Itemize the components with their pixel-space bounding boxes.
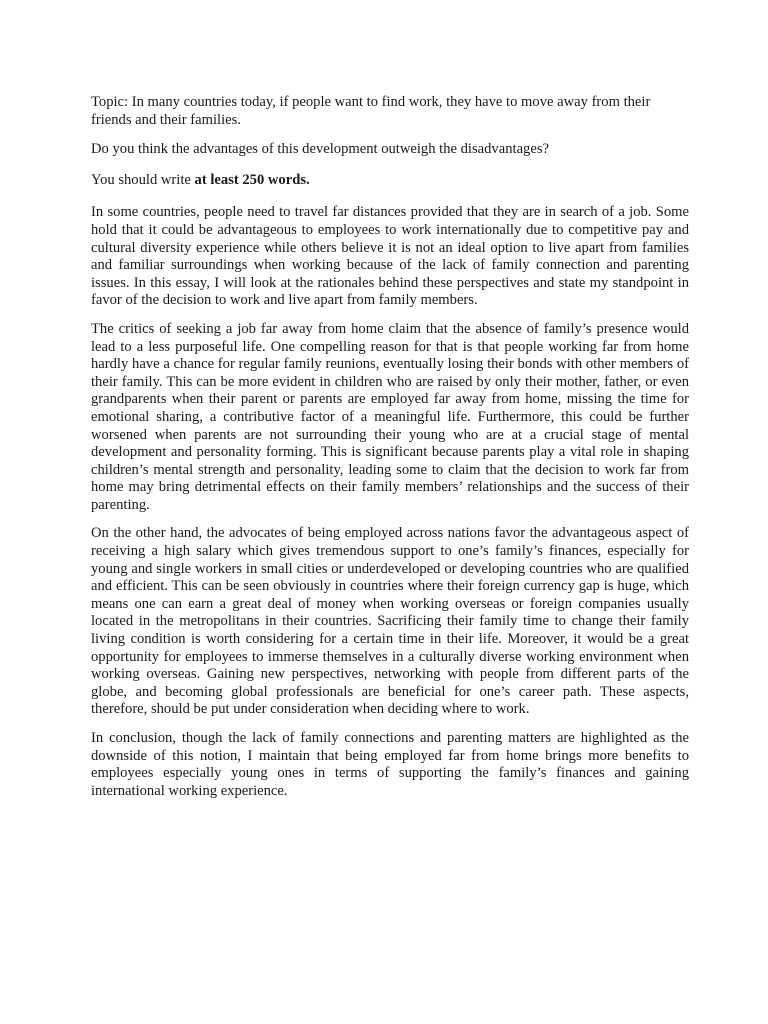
instruction-prefix: You should write <box>91 171 195 188</box>
essay-question: Do you think the advantages of this development outweigh the disadvantages? <box>91 141 549 158</box>
essay-paragraph-advantages: On the other hand, the advocates of being employed across nations favor the advantageous aspect of receiving a high salary which gives tremendous support to one’s family’s finances, especially for young and single workers in small cities or underdeveloped or developing countries who are qualified and efficient. This can be seen obviously in countries where their foreign currency gap is huge, which means one can earn a great deal of money when working overseas or foreign companies usually located in the metropolitans in their countries. Sacrificing their family time to change their family living condition is worth considering for a certain time in their life. Moreover, it would be a great opportunity for employees to immerse themselves in a culturally diverse working environment when working overseas. Gaining new perspectives, networking with people from different parts of the globe, and becoming global professionals are beneficial for one’s career path. These aspects, therefore, should be put under consideration when deciding where to work. <box>91 525 689 718</box>
essay-paragraph-introduction: In some countries, people need to travel far distances provided that they are in search of a job. Some hold that it could be advantageous to employees to work internationally due to competitive pay and cultural diversity experience while others believe it is not an ideal option to live apart from families and familiar surroundings when working because of the lack of family connection and parenting issues. In this essay, I will look at the rationales behind these perspectives and state my standpoint in favor of the decision to work and live apart from family members. <box>91 204 689 309</box>
word-count-instruction <box>91 172 689 190</box>
essay-topic: Topic: In many countries today, if people want to find work, they have to move away from their friends and their families. <box>91 94 651 128</box>
instruction-word-requirement: at least 250 words. <box>194 171 310 188</box>
essay-paragraph-conclusion: In conclusion, though the lack of family connections and parenting matters are highlighted as the downside of this notion, I maintain that being employed far from home brings more benefits to employees especially young ones in terms of supporting the family’s finances and gaining international working experience. <box>91 730 689 799</box>
document-body <box>91 94 689 811</box>
essay-paragraph-disadvantages: The critics of seeking a job far away from home claim that the absence of family’s presence would lead to a less purposeful life. One compelling reason for that is that people working far from home hardly have a chance for regular family reunions, eventually losing their bonds with other members of their family. This can be more evident in children who are raised by only their mother, father, or even grandparents when their parent or parents are employed far away from home, missing the time for emotional sharing, a contributive factor of a meaningful life. Furthermore, this could be further worsened when parents are not surrounding their young who are at a crucial stage of mental development and personality forming. This is significant because parents play a vital role in shaping children’s mental strength and personality, leading some to claim that the decision to work far from home may bring detrimental effects on their family members’ relationships and the success of their parenting. <box>91 320 689 513</box>
